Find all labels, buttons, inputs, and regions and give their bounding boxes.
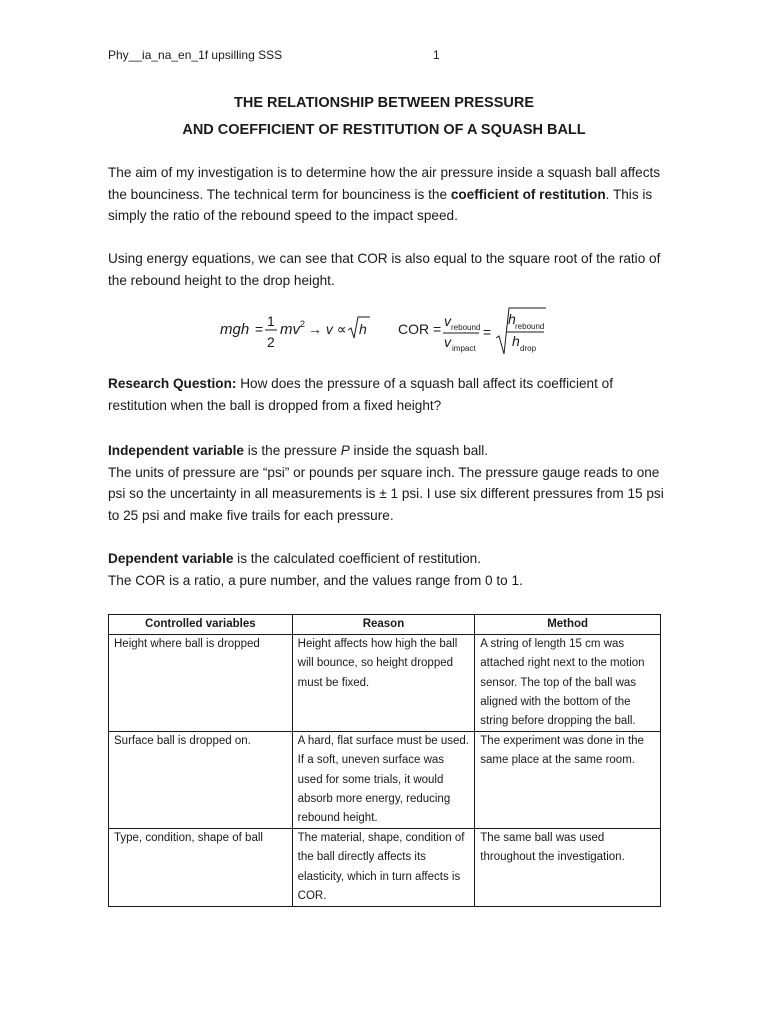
- eq-cor-label: COR =: [398, 321, 442, 337]
- research-text: How does the pressure of a squash ball affect its coefficient of restitution when the ball is dropped from a fixed height?: [108, 376, 614, 413]
- eq-frac-one: 1: [267, 313, 275, 329]
- dependent-text-2: The COR is a ratio, a pure number, and the values range from 0 to 1.: [108, 572, 523, 588]
- aim-text-2: . This is simply the ratio of the rebound speed to the impact speed.: [108, 186, 653, 223]
- table-cell: The material, shape, condition of the ball directly affects its elasticity, which in turn affects is COR.: [292, 829, 475, 907]
- header-doc-id: Phy__ia_na_en_1f upsilling SSS: [108, 48, 283, 62]
- eq-h-drop: h: [512, 333, 520, 349]
- aim-paragraph: [108, 162, 668, 227]
- aim-bold-term: coefficient of restitution: [450, 186, 606, 202]
- eq-equals-2: =: [483, 324, 492, 340]
- eq-rebound-sub-1: rebound: [451, 323, 481, 332]
- research-question: [108, 373, 668, 416]
- eq-frac-two: 2: [267, 334, 275, 350]
- independent-variable: [108, 440, 668, 526]
- table-header: Method: [475, 615, 661, 635]
- eq-v-rebound: v: [444, 313, 451, 329]
- aim-text-1: The aim of my investigation is to determine how the air pressure inside a squash ball affects the bounciness. The technical term for bounciness is the: [108, 165, 661, 202]
- table-header: Reason: [292, 615, 475, 635]
- table-cell: Height affects how high the ball will bounce, so height dropped must be fixed.: [292, 635, 475, 732]
- table-row: [109, 635, 661, 732]
- eq-h-rebound: h: [508, 311, 516, 327]
- title-line-1: THE RELATIONSHIP BETWEEN PRESSURE: [234, 95, 534, 111]
- eq-v-impact: v: [444, 334, 451, 350]
- title-line-2: AND COEFFICIENT OF RESTITUTION OF A SQUASH BALL: [182, 122, 586, 138]
- independent-text-2: inside the squash ball.: [349, 443, 489, 458]
- research-label: Research Question:: [108, 376, 237, 391]
- table-header: Controlled variables: [109, 615, 293, 635]
- eq-impact-sub: impact: [452, 344, 476, 353]
- controlled-variables-table: [108, 614, 661, 907]
- cor-equation: [220, 304, 580, 364]
- table-row: [109, 732, 661, 829]
- table-cell: The experiment was done in the same place at the same room.: [475, 732, 661, 829]
- independent-p: P: [340, 443, 350, 458]
- eq-sqrt-h: h: [359, 321, 367, 337]
- dependent-variable: [108, 548, 668, 591]
- table-cell: Height where ball is dropped: [109, 635, 293, 732]
- table-cell: A hard, flat surface must be used. If a soft, uneven surface was used for some trials, it would absorb more energy, reducing rebound height.: [292, 732, 475, 829]
- eq-drop-sub: drop: [520, 344, 537, 353]
- eq-equals-1: =: [255, 321, 264, 337]
- table-row: [109, 829, 661, 907]
- independent-label: Independent variable: [108, 443, 244, 458]
- eq-square: 2: [300, 319, 306, 329]
- eq-arrow-prop: → v ∝: [308, 321, 347, 337]
- table-header-row: [109, 615, 661, 635]
- independent-text-3: The units of pressure are “psi” or pounds per square inch. The pressure gauge reads to one psi so the uncertainty in all measurements is ± 1 psi. I use six different pressures from 15 psi to 25 psi and make five trails for each pressure.: [108, 464, 664, 523]
- header-page-number: 1: [433, 48, 440, 62]
- dependent-text-1: is the calculated coefficient of restitution.: [233, 551, 482, 566]
- energy-paragraph: Using energy equations, we can see that COR is also equal to the square root of the ratio of the rebound height to the drop height.: [108, 251, 661, 288]
- dependent-label: Dependent variable: [108, 551, 234, 566]
- table-cell: A string of length 15 cm was attached right next to the motion sensor. The top of the ball was aligned with the bottom of the string before dropping the ball.: [475, 635, 661, 732]
- table-cell: Type, condition, shape of ball: [109, 829, 293, 907]
- table-cell: Surface ball is dropped on.: [109, 732, 293, 829]
- table-cell: The same ball was used throughout the investigation.: [475, 829, 661, 907]
- eq-mgh: mgh: [220, 321, 250, 338]
- eq-mv: mv: [280, 321, 300, 338]
- eq-rebound-sub-2: rebound: [515, 322, 545, 331]
- independent-text-1: is the pressure: [243, 443, 341, 458]
